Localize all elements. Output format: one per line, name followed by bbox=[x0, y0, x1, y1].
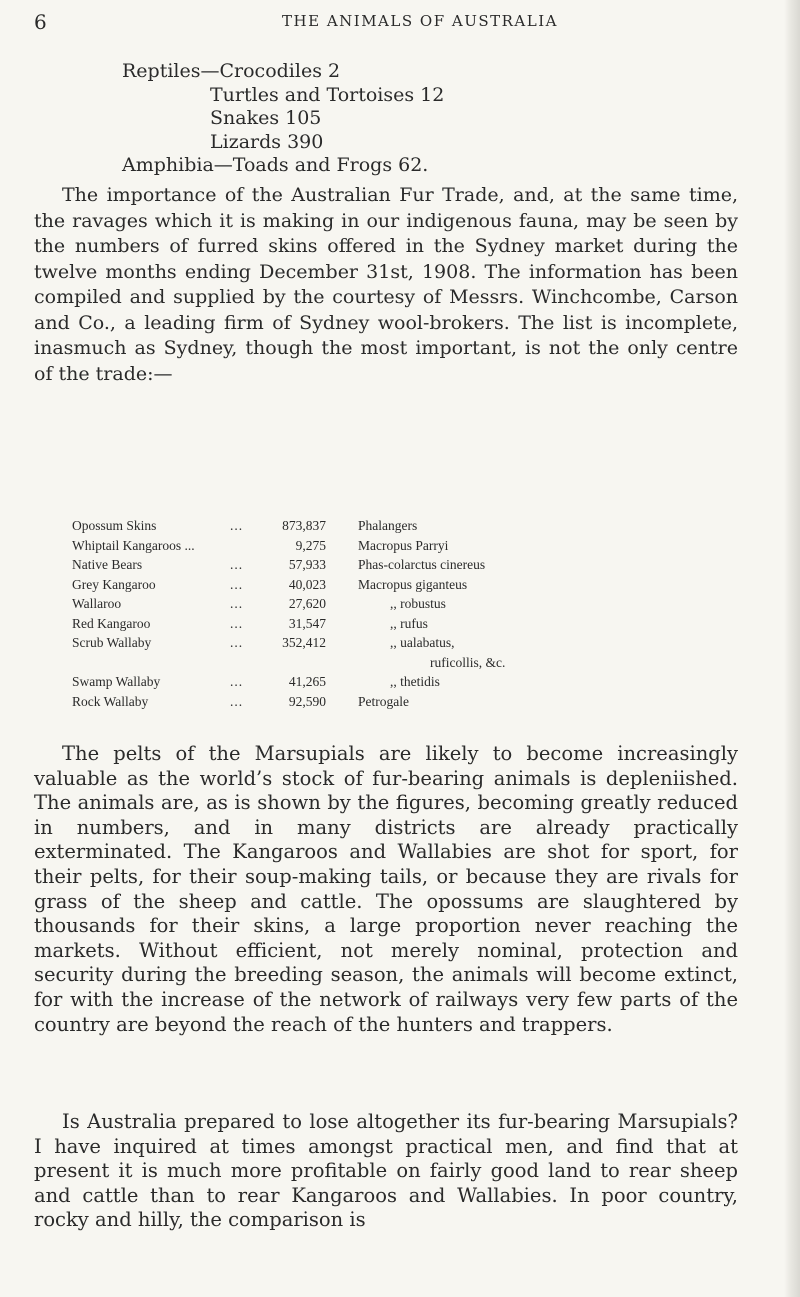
skin-count: 41,265 bbox=[288, 674, 326, 689]
leader-dots: ... bbox=[230, 635, 244, 650]
leader-dots: ... bbox=[230, 576, 244, 592]
skin-count: 873,837 bbox=[282, 518, 326, 533]
species-name-line1: ,, ualabatus, bbox=[390, 635, 455, 650]
skin-name: Swamp Wallaby bbox=[72, 674, 161, 689]
paragraph-fur-trade: The importance of the Australian Fur Trade, and, at the same time, the ravages which it is making in our indigenous fauna, may be seen by the numbers of furred skins offered in the Sydney market during the twelve months ending December 31st, 1908. The information has been compiled and supplied by the courtesy of Messrs. Winchcombe, Carson and Co., a leading firm of Sydney wool-brokers. The list is incomplete, inasmuch as Sydney, though the most important, is not the only centre of the trade:— bbox=[34, 184, 738, 385]
species-name: ,, thetidis bbox=[390, 674, 440, 689]
count-line: Snakes 105 bbox=[210, 107, 322, 130]
species-name-line2: ruficollis, &c. bbox=[430, 654, 506, 670]
skin-name: Grey Kangaroo bbox=[72, 576, 156, 592]
skin-count: 57,933 bbox=[288, 557, 326, 572]
page-edge-shadow bbox=[784, 0, 800, 1297]
count-line: Amphibia—Toads and Frogs 62. bbox=[122, 154, 429, 177]
species-counts bbox=[122, 60, 444, 178]
skin-name: Opossum Skins bbox=[72, 518, 157, 533]
page-number: 6 bbox=[34, 10, 48, 34]
species-name: Phas-colarctus cinereus bbox=[358, 557, 486, 572]
species-name: ,, rufus bbox=[390, 615, 428, 631]
species-name: Macropus Parryi bbox=[358, 537, 449, 553]
count-line: Lizards 390 bbox=[210, 130, 324, 153]
leader-dots: ... bbox=[230, 518, 244, 533]
paragraph-fur-bearing-question: Is Australia prepared to lose altogether its fur-bearing Marsupials? I have inquired at times amongst practical men, and find that at present it is much more profitable on fairly good land to rear sheep and cattle than to rear Kangaroos and Wallabies. In poor country, rocky and hilly, the comparison is bbox=[34, 1110, 738, 1232]
skin-name: Native Bears bbox=[72, 557, 143, 572]
species-name: Petrogale bbox=[358, 693, 409, 709]
skin-name: Scrub Wallaby bbox=[72, 635, 152, 650]
leader-dots: ... bbox=[230, 674, 244, 689]
skin-count: 352,412 bbox=[282, 635, 326, 650]
running-title: THE ANIMALS OF AUSTRALIA bbox=[282, 12, 558, 30]
species-name: Phalangers bbox=[358, 518, 418, 533]
skin-count: 31,547 bbox=[288, 615, 326, 631]
species-name: ,, robustus bbox=[390, 596, 446, 611]
skin-count: 9,275 bbox=[295, 537, 326, 553]
count-line: Turtles and Tortoises 12 bbox=[210, 83, 445, 106]
leader-dots: ... bbox=[230, 615, 244, 631]
leader-dots: ... bbox=[230, 557, 244, 572]
skin-count: 27,620 bbox=[288, 596, 326, 611]
count-line: Reptiles—Crocodiles 2 bbox=[122, 60, 341, 82]
leader-dots: ... bbox=[230, 596, 244, 611]
paragraph-marsupial-pelts: The pelts of the Marsupials are likely to become increasingly valuable as the world’s stock of fur-bearing animals is depleniished. The animals are, as is shown by the figures, becoming greatly reduced in numbers, and in many districts are already practically exterminated. The Kangaroos and Wallabies are shot for sport, for their pelts, for their soup-making tails, or because they are rivals for grass of the sheep and cattle. The opossums are slaughtered by thousands for their skins, a large proportion never reaching the markets. Without efficient, not merely nominal, protection and security during the breeding season, the animals will become extinct, for with the increase of the network of railways very few parts of the country are beyond the reach of the hunters and trappers. bbox=[34, 742, 738, 1036]
skin-count: 92,590 bbox=[288, 693, 326, 709]
leader-dots: ... bbox=[230, 693, 244, 709]
skin-name: Wallaroo bbox=[72, 596, 122, 611]
skin-name: Rock Wallaby bbox=[72, 693, 149, 709]
skin-name: Red Kangaroo bbox=[72, 615, 151, 631]
species-name bbox=[390, 633, 505, 672]
species-name: Macropus giganteus bbox=[358, 576, 468, 592]
skin-count: 40,023 bbox=[288, 576, 326, 592]
skin-name: Whiptail Kangaroos ... bbox=[72, 537, 195, 553]
